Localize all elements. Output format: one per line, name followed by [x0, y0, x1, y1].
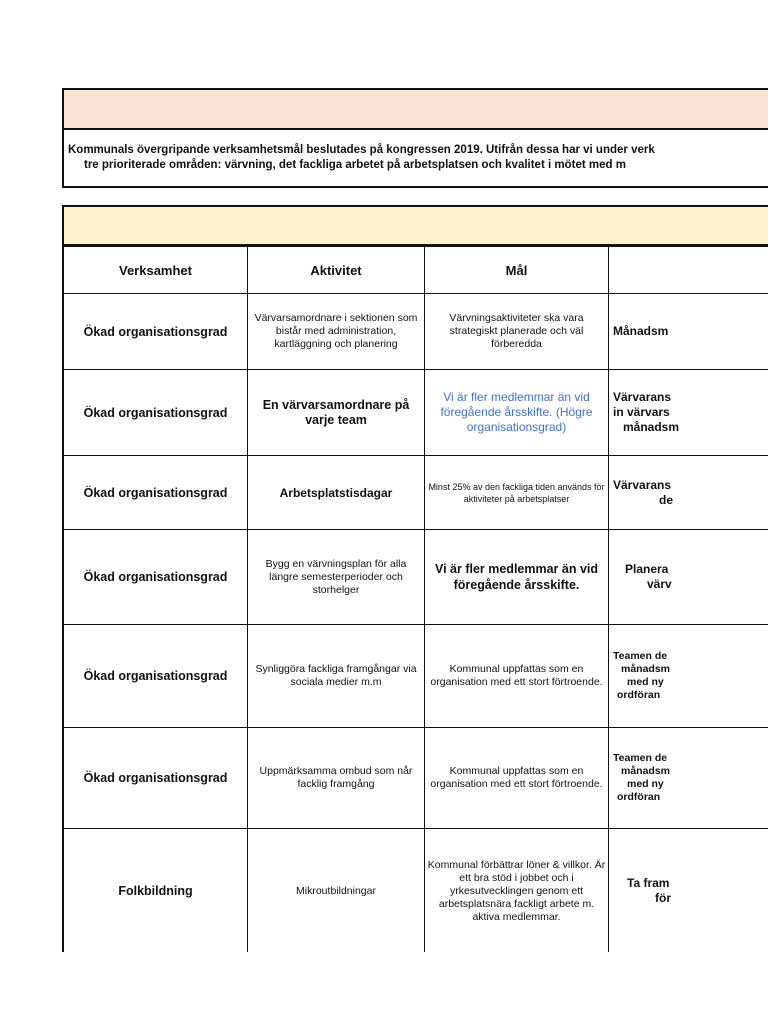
- cell-col4: [609, 530, 768, 625]
- table-row: [63, 294, 768, 370]
- cell-aktivitet: En värvarsamordnare på varje team: [248, 370, 425, 456]
- cell-col4-line: Teamen de: [613, 650, 668, 662]
- cell-mal: [425, 456, 609, 530]
- cell-mal: Värvningsaktiviteter ska vara strategiskt planerade och väl förberedda: [425, 294, 609, 370]
- cell-mal: Kommunal uppfattas som en organisation med ett stort förtroende.: [425, 625, 609, 728]
- cell-col4-line: ordföran: [617, 791, 661, 803]
- cell-mal: Vi är fler medlemmar än vid föregående årsskifte. (Högre organisationsgrad): [425, 370, 609, 456]
- cell-aktivitet: Uppmärksamma ombud som når facklig framgång: [248, 728, 425, 829]
- cell-mal: Kommunal uppfattas som en organisation med ett stort förtroende.: [425, 728, 609, 829]
- table-row: [63, 456, 768, 530]
- table-row: [63, 370, 768, 456]
- cell-col4: [609, 370, 768, 456]
- cell-col4-line: värv: [647, 577, 672, 591]
- cell-col4-line: Teamen de: [613, 752, 668, 764]
- cell-col4-line: månadsm: [621, 765, 671, 777]
- cell-col4-line: med ny: [627, 778, 664, 790]
- cell-aktivitet: Värvarsamordnare i sektionen som bistår med administration, kartläggning och planering: [248, 294, 425, 370]
- cell-col4-line: månadsm: [621, 663, 671, 675]
- header-verksamhet: Verksamhet: [63, 247, 248, 294]
- cell-col4-line: de: [659, 492, 674, 507]
- table-row: [63, 625, 768, 728]
- header-col4: [609, 247, 768, 294]
- cell-col4: [609, 294, 768, 370]
- header-mal: Mål: [425, 247, 609, 294]
- cell-mal-text: Minst 25% av den fackliga tiden används för aktiviteter på arbetsplatser: [428, 481, 605, 504]
- cell-col4-line: för: [655, 891, 671, 905]
- cell-col4-line: med ny: [627, 676, 664, 688]
- cell-mal: Vi är fler medlemmar än vid föregående årsskifte.: [425, 530, 609, 625]
- cell-verksamhet: Ökad organisationsgrad: [63, 530, 248, 625]
- intro-line-2: tre prioriterade områden: värvning, det fackliga arbetet på arbetsplatsen och kvalitet i mötet med m: [84, 159, 626, 171]
- cell-col4-line: Värvarans: [613, 390, 672, 404]
- table-row: [63, 829, 768, 953]
- cell-col4-line: ordföran: [617, 689, 661, 701]
- table-row: [63, 728, 768, 829]
- intro-box: [62, 128, 768, 188]
- cell-aktivitet: Synliggöra fackliga framgångar via sociala medier m.m: [248, 625, 425, 728]
- section-banner: [62, 205, 768, 246]
- cell-verksamhet: Ökad organisationsgrad: [63, 728, 248, 829]
- activity-table: [62, 246, 768, 952]
- cell-col4-line: Planera: [625, 562, 669, 576]
- cell-verksamhet: Ökad organisationsgrad: [63, 370, 248, 456]
- cell-mal: Kommunal förbättrar löner & villkor. Är ett bra stöd i jobbet och i yrkesutvecklingen genom ett arbetsplatsnära fackligt arbete m. aktiva medlemmar.: [425, 829, 609, 953]
- cell-col4: [609, 728, 768, 829]
- intro-line-1: Kommunals övergripande verksamhetsmål beslutades på kongressen 2019. Utifrån dessa har vi under verk: [68, 144, 655, 156]
- cell-aktivitet: Bygg en värvningsplan för alla längre semesterperioder och storhelger: [248, 530, 425, 625]
- table-header-row: [63, 247, 768, 294]
- header-banner: [62, 88, 768, 128]
- cell-aktivitet: Mikroutbildningar: [248, 829, 425, 953]
- cell-verksamhet: Ökad organisationsgrad: [63, 625, 248, 728]
- cell-col4: [609, 829, 768, 953]
- cell-verksamhet: Folkbildning: [63, 829, 248, 953]
- cell-col4-line: in värvars: [613, 405, 670, 419]
- table-row: [63, 530, 768, 625]
- intro-text: [68, 143, 768, 173]
- cell-col4: [609, 625, 768, 728]
- cell-verksamhet: Ökad organisationsgrad: [63, 456, 248, 530]
- cell-col4-line: Månadsm: [613, 324, 669, 338]
- cell-col4-line: Värvarans: [613, 477, 672, 492]
- cell-col4-line: månadsm: [623, 420, 680, 434]
- cell-col4: [609, 456, 768, 530]
- cell-aktivitet: Arbetsplatstisdagar: [248, 456, 425, 530]
- cell-col4-line: Ta fram: [627, 876, 670, 890]
- header-aktivitet: Aktivitet: [248, 247, 425, 294]
- cell-verksamhet: Ökad organisationsgrad: [63, 294, 248, 370]
